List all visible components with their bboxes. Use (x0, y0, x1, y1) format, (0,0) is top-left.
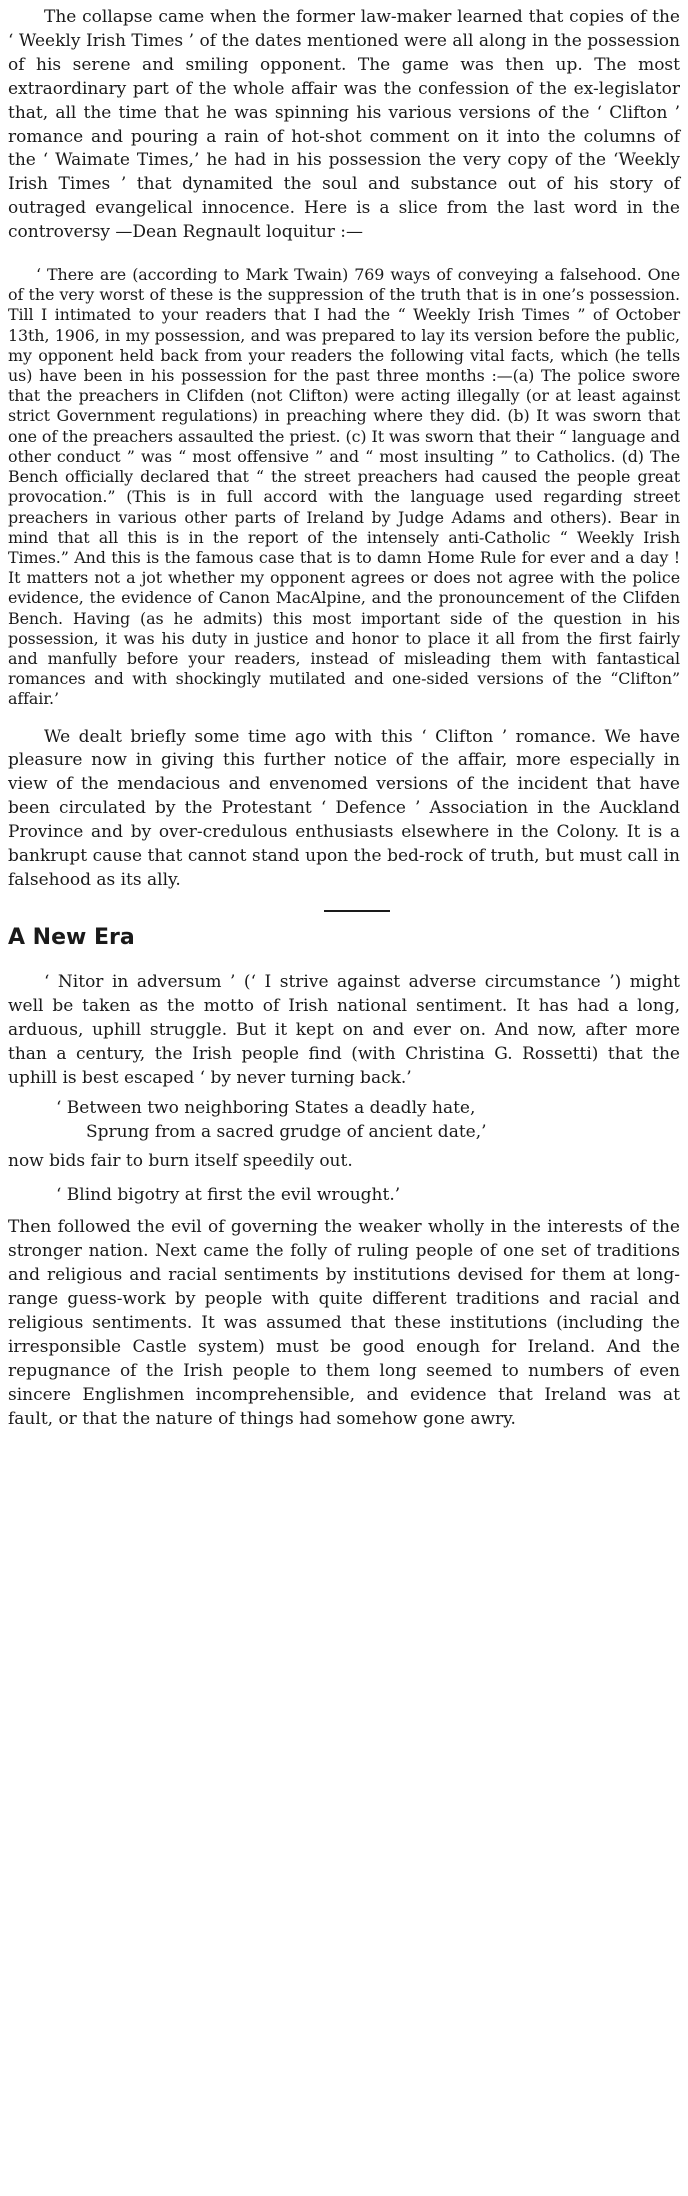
verse-line-1: ‘ Between two neighboring States a deadly hate, (56, 1097, 476, 1118)
section-paragraph-1: ‘ Nitor in adversum ’ (‘ I strive against adverse circumstance ’) might well be taken as the motto of Irish national sentiment. It has had a long, arduous, uphill struggle. But it kept on and ever on. And now, after more than a century, the Irish people find (with Christina G. Rossetti) that the uphill is best escaped ‘ by never turning back.’ (8, 972, 680, 1088)
article-paragraph-2: We dealt briefly some time ago with this ‘ Clifton ’ romance. We have pleasure now in giving this further notice of the affair, more especially in view of the mendacious and envenomed versions of the incident that have been circulated by the Protestant ‘ Defence ’ Association in the Auckland Province and by over-credulous enthusiasts elsewhere in the Colony. It is a bankrupt cause that cannot stand upon the bed-rock of truth, but must call in falsehood as its ally. (8, 726, 680, 890)
verse-line-3: ‘ Blind bigotry at first the evil wrought.’ (56, 1185, 401, 1206)
divider-rule (324, 910, 390, 912)
section-divider (8, 905, 680, 917)
section-heading: A New Era (8, 924, 135, 950)
verse-continuation: now bids fair to burn itself speedily out. (8, 1151, 353, 1172)
regnault-quotation: ‘ There are (according to Mark Twain) 769 ways of conveying a falsehood. One of the very worst of these is the suppression of the truth that is in one’s possession. Till I intimated to your readers that I had the “ Weekly Irish Times ” of October 13th, 1906, in my possession, and was prepared to lay its version before the public, my opponent held back from your readers the following vital facts, which (he tells us) have been in his possession for the past three months :—(a) The police swore that the preachers in Clifden (not Clifton) were acting illegally (or at least against strict Government regulations) in preaching where they did. (b) It was sworn that one of the preachers assaulted the priest. (c) It was sworn that their “ language and other conduct ” was “ most offensive ” and “ most insulting ” to Catholics. (d) The Bench officially declared that “ the street preachers had caused the people great provocation.” (This is in full accord with the language used regarding street preachers in various other parts of Ireland by Judge Adams and others). Bear in mind that all this is in the report of the intensely anti-Catholic “ Weekly Irish Times.” And this is the famous case that is to damn Home Rule for ever and a day ! It matters not a jot whether my opponent agrees or does not agree with the police evidence, the evidence of Canon MacAlpine, and the pronouncement of the Clifden Bench. Having (as he admits) this most important side of the question in his possession, it was his duty in justice and honor to place it all from the first fairly and manfully before your readers, instead of misleading them with fantastical romances and with shockingly mutilated and one-sided versions of the “Clifton” affair.’ (8, 265, 680, 709)
article-paragraph-1: The collapse came when the former law-maker learned that copies of the ‘ Weekly Irish Times ’ of the dates mentioned were all along in the possession of his serene and smiling opponent. The game was then up. The most extraordinary part of the whole affair was the confession of the ex-legislator that, all the time that he was spinning his various versions of the ‘ Clifton ’ romance and pouring a rain of hot-shot comment on it into the columns of the ‘ Waimate Times,’ he had in his possession the very copy of the ‘Weekly Irish Times ’ that dynamited the soul and substance out of his story of outraged evangelical innocence. Here is a slice from the last word in the controversy —Dean Regnault loquitur :— (8, 7, 680, 243)
verse-line-2: Sprung from a sacred grudge of ancient date,’ (86, 1121, 487, 1142)
section-paragraph-2: Then followed the evil of governing the weaker wholly in the interests of the stronger nation. Next came the folly of ruling people of one set of traditions and religious and racial sentiments by institutions devised for them at long-range guess-work by people with quite different traditions and racial and religious sentiments. It was assumed that these institutions (including the irresponsible Castle system) must be good enough for Ireland. And the repugnance of the Irish people to them long seemed to numbers of even sincere Englishmen incomprehensible, and evidence that Ireland was at fault, or that the nature of things had somehow gone awry. (8, 1217, 680, 1429)
verse-block (8, 1097, 680, 1145)
